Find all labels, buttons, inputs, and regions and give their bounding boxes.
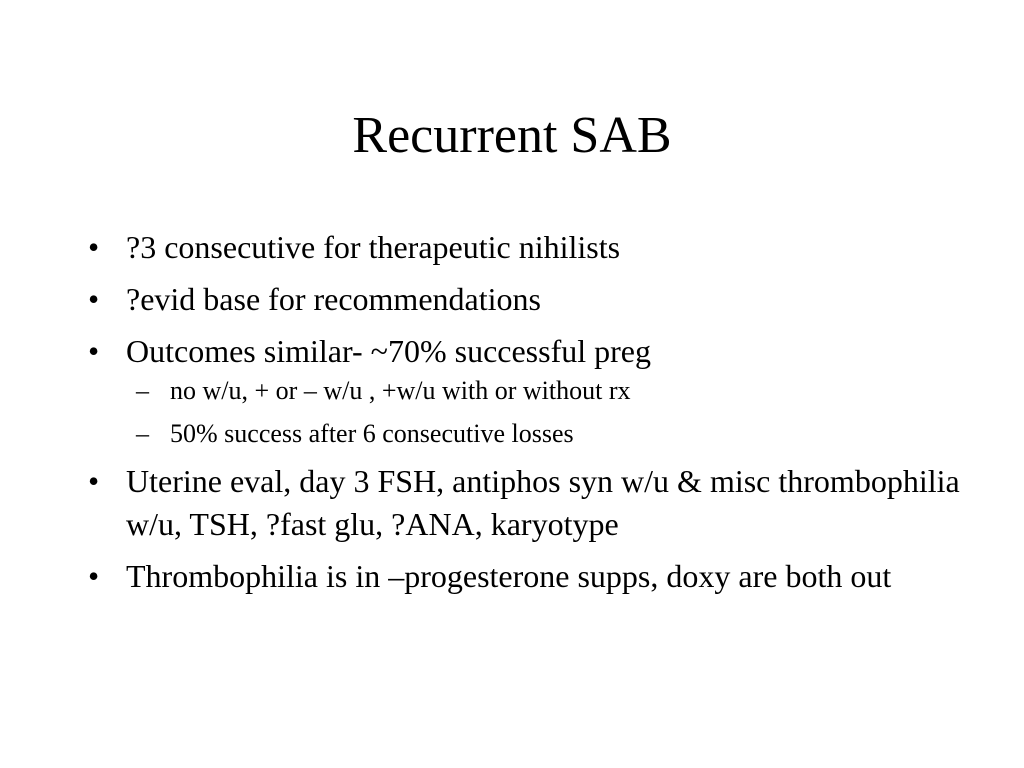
bullet-text: ?evid base for recommendations: [126, 281, 541, 317]
bullet-text: ?3 consecutive for therapeutic nihilists: [126, 229, 621, 265]
bullet-marker: •: [88, 229, 100, 265]
sub-bullet-text: no w/u, + or – w/u , +w/u with or without rx: [170, 376, 631, 405]
sub-bullet-text: 50% success after 6 consecutive losses: [170, 419, 574, 448]
bullet-text: Thrombophilia is in –progesterone supps, doxy are both out: [126, 558, 892, 594]
bullet-item: [88, 278, 968, 321]
bullet-item: [88, 555, 968, 598]
bullet-item: [88, 460, 968, 546]
bullet-text: Outcomes similar- ~70% successful preg: [126, 333, 651, 369]
bullet-item: [88, 330, 968, 373]
slide-title: Recurrent SAB: [352, 107, 672, 164]
bullet-text: Uterine eval, day 3 FSH, antiphos syn w/u & misc thrombophilia w/u, TSH, ?fast glu, ?ANA, karyotype: [126, 463, 960, 542]
bullet-marker: •: [88, 333, 100, 369]
bullet-marker: •: [88, 558, 100, 594]
sub-bullet-item: [136, 374, 968, 408]
bullet-marker: •: [88, 281, 100, 317]
bullet-marker: •: [88, 463, 100, 499]
bullet-list: [88, 226, 968, 607]
sub-bullet-marker: –: [136, 419, 149, 448]
sub-bullet-marker: –: [136, 376, 149, 405]
sub-bullet-item: [136, 417, 968, 451]
bullet-item: [88, 226, 968, 269]
